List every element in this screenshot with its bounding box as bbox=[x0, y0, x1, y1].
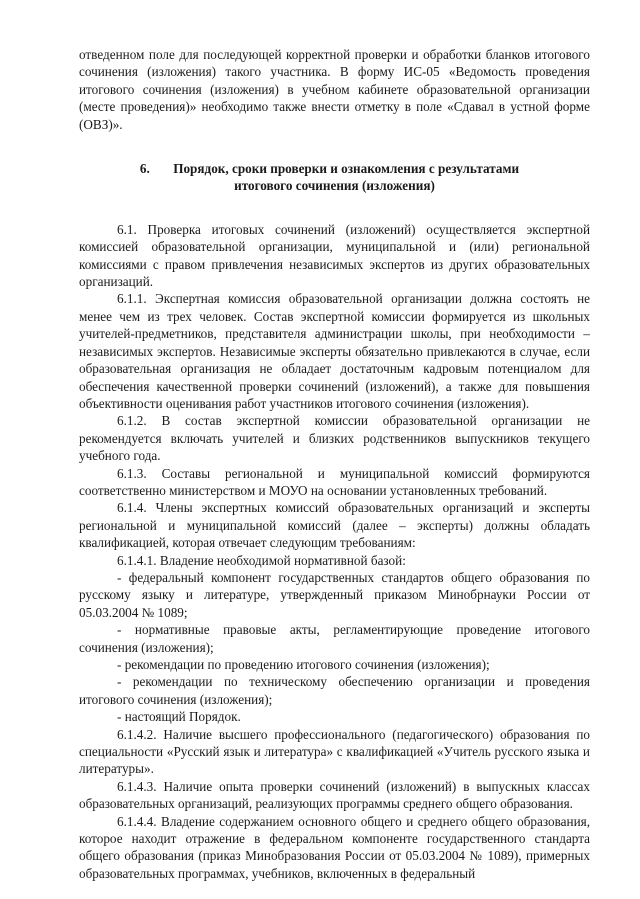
paragraph-6-1-4: 6.1.4. Члены экспертных комиссий образовательных организаций и эксперты региональной и муниципальной комиссий (далее – эксперты) должны обладать квалификацией, которая отвечает следующим требованиям: bbox=[79, 500, 590, 551]
section-number: 6. bbox=[139, 161, 150, 177]
section-title-line1: Порядок, сроки проверки и ознакомления с результатами bbox=[173, 161, 520, 177]
paragraph-6-1-1: 6.1.1. Экспертная комиссия образовательной организации должна состоять не менее чем из трех человек. Состав экспертной комиссии формируется из школьных учителей-предметников, представителя администрации школы, при необходимости – независимых экспертов. Независимые эксперты обязательно привлекаются в случае, если образовательная организация не обладает достаточным кадровым потенциалом для обеспечения качественной проверки сочинений (изложений), а также для повышения объективности оценивания работ участников итогового сочинения (изложения). bbox=[79, 291, 590, 411]
paragraph-6-1-4-1: 6.1.4.1. Владение необходимой нормативной базой: bbox=[117, 552, 406, 568]
paragraph-6-1-4-3: 6.1.4.3. Наличие опыта проверки сочинений (изложений) в выпускных классах образовательных организаций, реализующих программы среднего общего образования. bbox=[79, 778, 590, 812]
paragraph-6-1-4-4: 6.1.4.4. Владение содержанием основного общего и среднего общего образования, которое находит отражение в федеральном компоненте государственного стандарта общего образования (приказ Минобразования России от 05.03.2004 № 1089), примерных образовательных программах, учебников, включенных в федеральный bbox=[79, 813, 590, 881]
list-item: - рекомендации по техническому обеспечению организации и проведения итогового сочинения (изложения); bbox=[79, 674, 590, 707]
list-item: - рекомендации по проведению итогового сочинения (изложения); bbox=[117, 657, 490, 672]
paragraph-6-1-3: 6.1.3. Составы региональной и муниципальной комиссий формируются соответственно министерством и МОУО на основании установленных требований. bbox=[79, 465, 590, 498]
list-item: - федеральный компонент государственных стандартов общего образования по русскому языку и литературе, утвержденный приказом Минобрнауки России от 05.03.2004 № 1089; bbox=[79, 569, 590, 620]
paragraph-6-1-2: 6.1.2. В состав экспертной комиссии образовательной организации не рекомендуется включать учителей и близких родственников выпускников текущего учебного года. bbox=[79, 413, 590, 464]
list-item: - настоящий Порядок. bbox=[117, 709, 241, 725]
paragraph-6-1: 6.1. Проверка итоговых сочинений (изложений) осуществляется экспертной комиссией образовательной организации, муниципальной и (или) региональной комиссиями с правом привлечения независимых экспертов из других образовательных организаций. bbox=[79, 221, 590, 290]
section-heading bbox=[79, 160, 590, 195]
paragraph-6-1-4-2: 6.1.4.2. Наличие высшего профессионального (педагогического) образования по специальности «Русский язык и литература» с квалификацией «Учитель русского языка и литературы». bbox=[79, 726, 590, 777]
list-item: - нормативные правовые акты, регламентирующие проведение итогового сочинения (изложения); bbox=[79, 622, 590, 655]
section-title-line2: итогового сочинения (изложения) bbox=[234, 178, 435, 194]
intro-paragraph: отведенном поле для последующей корректной проверки и обработки бланков итогового сочинения (изложения) такого участника. В форму ИС-05 «Ведомость проведения итогового сочинения (изложения) в учебном кабинете образовательной организации (месте проведения)» необходимо также внести отметку в поле «Сдавал в устной форме (ОВЗ)». bbox=[79, 47, 590, 132]
